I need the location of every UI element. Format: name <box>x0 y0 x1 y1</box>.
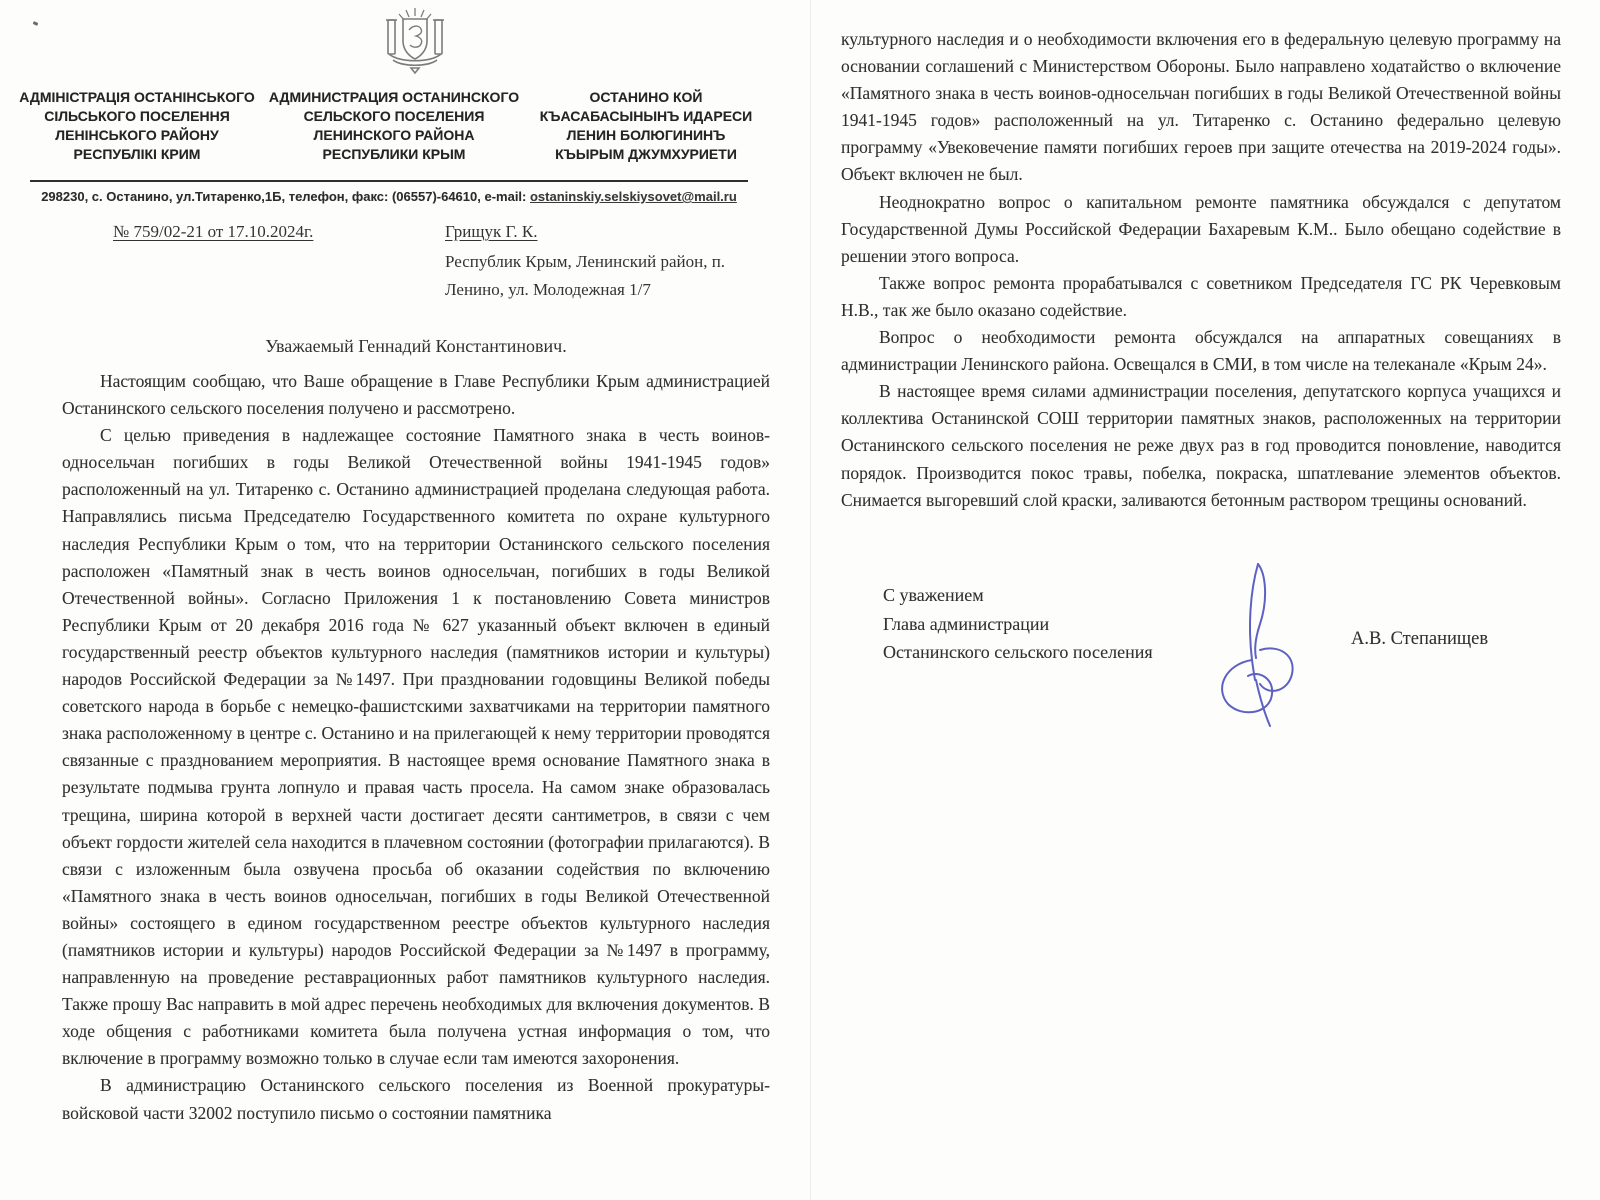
letter-body-page2 <box>841 26 1561 514</box>
email-address: ostaninskiy.selskiysovet@mail.ru <box>529 189 737 204</box>
org-line: СЕЛЬСКОГО ПОСЕЛЕНИЯ <box>303 108 485 124</box>
org-line: ЛЕНИНСКОГО РАЙОНА <box>313 127 475 143</box>
closing-line: Глава администрации <box>883 613 1050 634</box>
salutation: Уважаемый Геннадий Константинович. <box>265 336 567 356</box>
letterhead-divider <box>30 180 748 182</box>
closing-line: С уважением <box>883 585 984 605</box>
recipient-address <box>445 248 745 304</box>
scan-artifact <box>33 21 39 26</box>
recipient-address-line: Республик Крым, Ленинский район, п. <box>445 252 726 271</box>
paragraph-continuation: культурного наследия и о необходимости включения его в федеральную целевую программу на основании соглашений с Министерством Обороны. Было направлено ходатайство о включение «Памятного знака в честь воинов-односельчан погибших в годы Великой Отечественной войны 1941-1945 годов» расположенный на ул. Титаренко с. Останино федерально целевую программу «Увековечение памяти погибших героев при защите отечества на 2019-2024 годы». Объект включен не был. <box>841 29 1561 185</box>
paragraph: В настоящее время силами администрации поселения, депутатского корпуса учащихся и коллектива Останинской СОШ территории памятных знаков, расположенных на территории Останинского сельского поселения не реже двух раз в год проводится поновление, наводится порядок. Производится покос травы, побелка, покраска, шпатлевание элементов объектов. Снимается выгоревший слой краски, заливаются бетонным раствором трещины оснований. <box>841 381 1561 510</box>
closing-line: Останинского сельского поселения <box>883 642 1153 662</box>
org-name-crimean-tatar <box>532 88 760 164</box>
paragraph: Настоящим сообщаю, что Ваше обращение в Главе Республики Крым администрацией Останинского сельского поселения получено и рассмотрено. <box>62 371 770 419</box>
contact-text: 298230, с. Останино, ул.Титаренко,1Б, телефон, факс: (06557)-64610, e-mail: <box>41 189 530 204</box>
paragraph: Вопрос о необходимости ремонта обсуждался на аппаратных совещаниях в администрации Ленинского района. Освещался в СМИ, в том числе на телеканале «Крым 24». <box>841 327 1561 375</box>
paragraph: Неоднократно вопрос о капитальном ремонте памятника обсуждался с депутатом Государственной Думы Российской Федерации Бахаревым К.М.. Было обещано содействие в решении этого вопроса. <box>841 191 1561 266</box>
org-line: ЛЕНІНСЬКОГО РАЙОНУ <box>55 127 219 143</box>
org-line: РЕСПУБЛИКИ КРЫМ <box>322 146 466 162</box>
org-line: КЪАСАБАСЫНЫНЪ ИДАРЕСИ <box>539 108 753 124</box>
org-line: ЛЕНИН БОЛЮГИНИНЪ <box>566 127 726 143</box>
page-2 <box>810 0 1600 1200</box>
letterhead <box>18 88 760 164</box>
org-line: РЕСПУБЛІКІ КРИМ <box>73 146 201 162</box>
org-line: СІЛЬСЬКОГО ПОСЕЛЕННЯ <box>44 108 230 124</box>
paragraph: В администрацию Останинского сельского поселения из Военной прокуратуры- войсковой части 32002 поступило письмо о состоянии памятника <box>62 1075 770 1123</box>
handwritten-signature <box>1206 552 1326 727</box>
document-number: № 759/02-21 от 17.10.2024г. <box>113 222 314 241</box>
recipient-address-line: Ленино, ул. Молодежная 1/7 <box>445 280 651 299</box>
org-line: АДМІНІСТРАЦІЯ ОСТАНІНСЬКОГО <box>19 89 255 105</box>
letter-body-page1 <box>62 368 770 1127</box>
contact-line <box>30 189 748 204</box>
signer-name: А.В. Степанищев <box>1351 629 1489 649</box>
paragraph: С целью приведения в надлежащее состояние Памятного знака в честь воинов-односельчан погибших в годы Великой Отечественной войны 1941-1945 годов» расположенный на ул. Титаренко с. Останино администрацией проделана следующая работа. Направлялись письма Председателю Государственного комитета по охране культурного наследия Республики Крым о том, что на территории Останинского сельского поселения расположен «Памятный знак в честь воинов односельчан, погибших в годы Великой Отечественной войны». Согласно Приложения 1 к постановлению Совета министров Республики Крым от 20 декабря 2016 года № 627 указанный объект включен в единый государственный реестр объектов культурного наследия (памятников истории и культуры) народов Российской Федерации за №1497. При праздновании годовщины Великой победы советского народа в борьбе с немецко-фашистскими захватчиками на территории памятного знака расположенному в центре с. Останино и на прилегающей к нему территории проводятся связанные с празднованием мероприятия. В настоящее время основание Памятного знака в результате подмыва грунта лопнуло и правая часть просела. На самом знаке образовалась трещина, ширина которой в верхней части достигает десяти сантиметров, в связи с чем объект гордости жителей села находится в плачевном состоянии (фотографии прилагаются). В связи с изложенным была озвучена просьба об оказании содействия по включению «Памятного знака в честь воинов односельчан, погибших в годы Великой Отечественной войны» состоящего в едином государственном реестре объектов культурного наследия (памятников истории и культуры) народов Российской Федерации за №1497 в программу, направленную на проведение реставрационных работ памятников культурного наследия. Также прошу Вас направить в мой адрес перечень необходимых для включения документов. В ходе общения с работниками комитета была получена устная информация о том, что включение в программу возможно только в случае если там имеются захоронения. <box>62 425 770 1069</box>
org-name-ukrainian <box>18 88 256 164</box>
org-line: ОСТАНИНО КОЙ <box>589 89 703 105</box>
recipient-name: Грищук Г. К. <box>445 222 538 241</box>
closing-block <box>883 581 1153 667</box>
crimea-coat-of-arms-emblem <box>381 6 449 80</box>
org-name-russian <box>268 88 520 164</box>
org-line: АДМИНИСТРАЦИЯ ОСТАНИНСКОГО <box>268 89 520 105</box>
paragraph: Также вопрос ремонта прорабатывался с советником Председателя ГС РК Черевковым Н.В., так же было оказано содействие. <box>841 272 1561 320</box>
org-line: КЪЫРЫМ ДЖУМХУРИЕТИ <box>555 146 737 162</box>
